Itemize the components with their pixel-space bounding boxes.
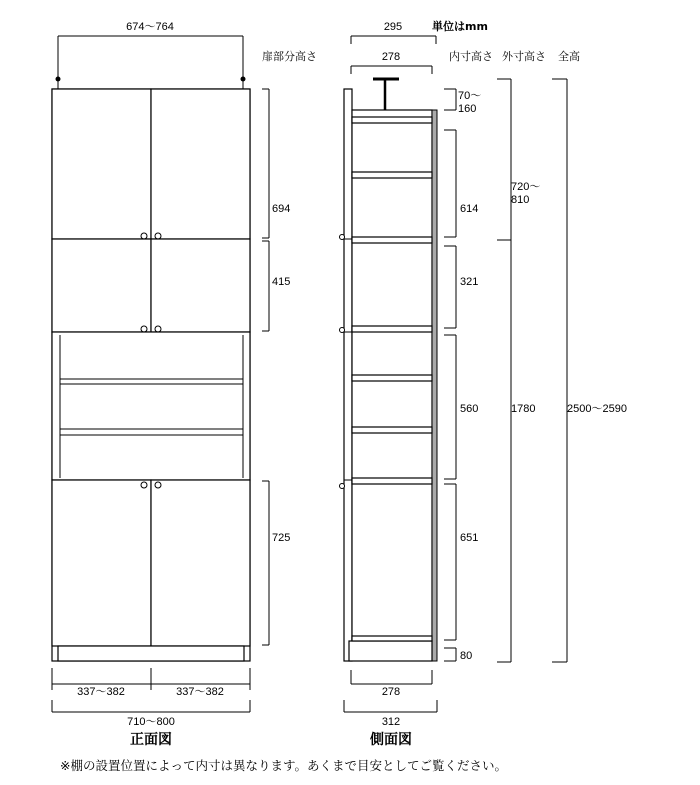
knob-icon [141, 482, 147, 488]
middle-door-right [151, 239, 250, 332]
inner-height-4: 560 [460, 403, 479, 415]
top-adjuster-right [241, 77, 246, 90]
side-shelf [352, 636, 432, 641]
knob-icon [340, 328, 345, 333]
inner-height-2: 614 [460, 203, 479, 215]
front-view [52, 21, 290, 748]
door-height-upper: 694 [272, 203, 291, 215]
side-inner-depth-bottom: 278 [381, 686, 401, 698]
front-plinth [58, 646, 244, 661]
inner-height-6: 80 [460, 650, 473, 662]
footnote: ※棚の設置位置によって内寸は異なります。あくまで目安としてご覧ください。 [60, 758, 507, 773]
side-shelf [352, 478, 432, 484]
inner-height-5: 651 [460, 532, 479, 544]
knob-icon [141, 233, 147, 239]
side-inner-depth-top: 278 [381, 51, 401, 63]
outer-height-top-line1: 720～ [511, 181, 541, 193]
unit-label: 単位はmm [432, 20, 488, 33]
total-height-header: 全高 [558, 50, 580, 63]
left-door-width: 337～382 [77, 686, 125, 698]
outer-height-bottom: 1780 [511, 403, 536, 415]
knob-icon [141, 326, 147, 332]
knob-icon [155, 233, 161, 239]
side-top-depth: 295 [383, 21, 403, 33]
inner-height-top [458, 90, 484, 115]
side-total-depth: 312 [381, 716, 401, 728]
inner-height-top-line2: 160 [458, 103, 477, 115]
side-shelf [352, 427, 432, 433]
front-top-width: 674～764 [126, 21, 174, 33]
side-door-panel [344, 89, 352, 661]
side-shelf [352, 326, 432, 332]
upper-door-left [52, 89, 151, 239]
knob-icon [155, 326, 161, 332]
side-view-caption: 側面図 [370, 732, 412, 748]
front-view-caption: 正面図 [130, 732, 172, 748]
inner-height-3: 321 [460, 276, 479, 288]
right-door-width: 337～382 [176, 686, 224, 698]
side-plinth [349, 641, 432, 661]
upper-door-right [151, 89, 250, 239]
side-shelf [352, 375, 432, 381]
total-height: 2500～2590 [567, 403, 627, 415]
top-adjuster-side [373, 79, 399, 110]
front-total-width: 710～800 [127, 716, 175, 728]
door-height-middle: 415 [272, 276, 291, 288]
door-height-header: 扉部分高さ [262, 50, 317, 63]
side-back-panel [432, 110, 437, 661]
outer-height-header: 外寸高さ [502, 50, 546, 63]
door-height-lower: 725 [272, 532, 291, 544]
middle-door-left [52, 239, 151, 332]
side-shelf [352, 117, 432, 123]
outer-height-top [511, 181, 543, 206]
open-shelf-section [52, 332, 250, 480]
knob-icon [340, 484, 345, 489]
inner-height-top-line1: 70～ [458, 90, 482, 102]
side-shelf [352, 172, 432, 178]
knob-icon [340, 235, 345, 240]
lower-door-left [52, 480, 151, 646]
side-view [340, 21, 627, 748]
outer-height-top-line2: 810 [511, 194, 530, 206]
top-adjuster-left [56, 77, 61, 90]
side-shelf [352, 237, 432, 243]
lower-door-right [151, 480, 250, 646]
knob-icon [155, 482, 161, 488]
inner-height-header: 内寸高さ [449, 50, 493, 63]
